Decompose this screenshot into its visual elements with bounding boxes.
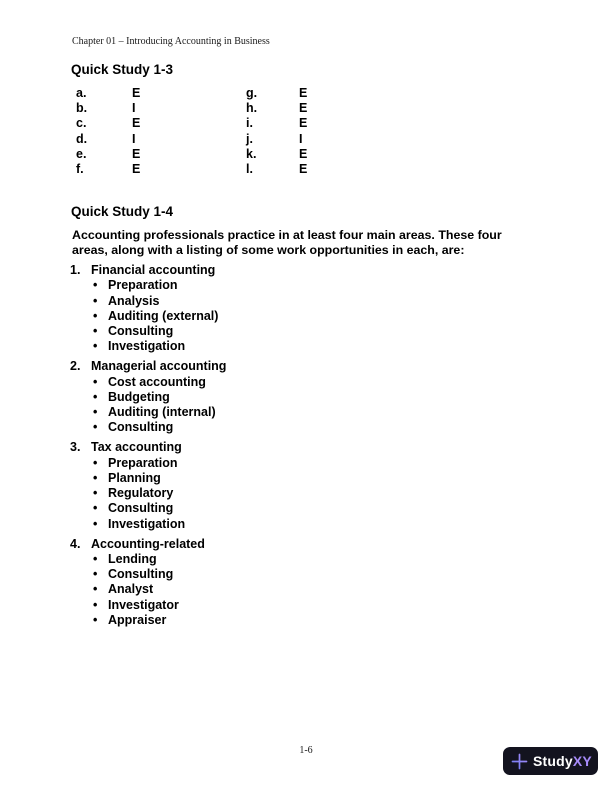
section-heading (70, 263, 226, 278)
bullet-item: • Regulatory (70, 486, 226, 501)
answer-row (76, 86, 307, 101)
answer-value: I (299, 131, 303, 146)
section-number: 2. (70, 359, 81, 374)
answer-row (76, 116, 307, 131)
answer-value: E (299, 101, 308, 116)
bullet-item: • Planning (70, 471, 226, 486)
answer-value: E (299, 116, 308, 131)
answer-row (76, 162, 307, 177)
bullet-item: • Analyst (70, 582, 226, 597)
answer-letter: f. (76, 162, 84, 177)
answer-letter: j. (246, 131, 253, 146)
section-number: 4. (70, 536, 81, 551)
bullet-item: • Preparation (70, 278, 226, 293)
section-heading (70, 537, 226, 552)
work-area-section (70, 263, 226, 355)
bullet-item: • Cost accounting (70, 375, 226, 390)
section-title: Accounting-related (91, 536, 205, 551)
intro-line-1: Accounting professionals practice in at least four main areas. These four (72, 228, 502, 242)
work-area-section (70, 440, 226, 532)
brand-accent-text: XY (572, 753, 592, 769)
answer-letter: l. (246, 162, 253, 177)
quick-study-1-4-title: Quick Study 1-4 (71, 204, 174, 219)
page-number: 1-6 (299, 745, 313, 756)
bullet-item: • Auditing (external) (70, 309, 226, 324)
brand-wordmark (533, 753, 592, 769)
studyxy-logo (503, 747, 598, 775)
section-heading (70, 359, 226, 374)
answer-letter: c. (76, 116, 87, 131)
answer-row (76, 132, 307, 147)
answer-value: I (132, 131, 136, 146)
qs14-intro-paragraph (72, 228, 577, 259)
qs14-sections (70, 263, 226, 633)
bullet-item: • Investigator (70, 598, 226, 613)
bullet-item: • Consulting (70, 501, 226, 516)
answer-letter: e. (76, 146, 87, 161)
work-area-section (70, 359, 226, 435)
answer-letter: g. (246, 86, 258, 100)
answer-value: E (132, 116, 141, 131)
bullet-item: • Consulting (70, 567, 226, 582)
answer-value: E (132, 162, 141, 177)
answer-value: E (132, 146, 141, 161)
bullet-item: • Consulting (70, 420, 226, 435)
bullet-item: • Auditing (internal) (70, 405, 226, 420)
answer-letter: b. (76, 101, 88, 116)
answer-letter: a. (76, 86, 87, 100)
qs13-answer-table (76, 86, 307, 177)
brand-primary-text: Study (533, 753, 573, 769)
answer-value: E (299, 86, 308, 100)
answer-row (76, 101, 307, 116)
section-title: Financial accounting (91, 263, 216, 277)
work-area-section (70, 537, 226, 629)
bullet-item: • Preparation (70, 456, 226, 471)
answer-value: E (299, 146, 308, 161)
bullet-item: • Analysis (70, 294, 226, 309)
bullet-item: • Lending (70, 552, 226, 567)
section-number: 3. (70, 440, 81, 455)
answer-value: E (132, 86, 141, 100)
intro-line-2: areas, along with a listing of some work opportunities in each, are: (72, 243, 465, 258)
answer-value: E (299, 162, 308, 177)
plus-icon (511, 753, 528, 770)
quick-study-1-3-title: Quick Study 1-3 (71, 62, 174, 77)
bullet-item: • Budgeting (70, 390, 226, 405)
section-title: Managerial accounting (91, 359, 227, 374)
section-number: 1. (70, 263, 81, 277)
answer-value: I (132, 101, 136, 116)
answer-letter: k. (246, 146, 257, 161)
answer-letter: h. (246, 101, 258, 116)
chapter-header: Chapter 01 – Introducing Accounting in Business (72, 36, 270, 47)
bullet-item: • Investigation (70, 517, 226, 532)
bullet-item: • Consulting (70, 324, 226, 339)
section-heading (70, 440, 226, 455)
section-title: Tax accounting (91, 440, 182, 455)
bullet-item: • Investigation (70, 339, 226, 354)
answer-letter: i. (246, 116, 253, 131)
bullet-item: • Appraiser (70, 613, 226, 628)
answer-row (76, 147, 307, 162)
answer-letter: d. (76, 131, 88, 146)
